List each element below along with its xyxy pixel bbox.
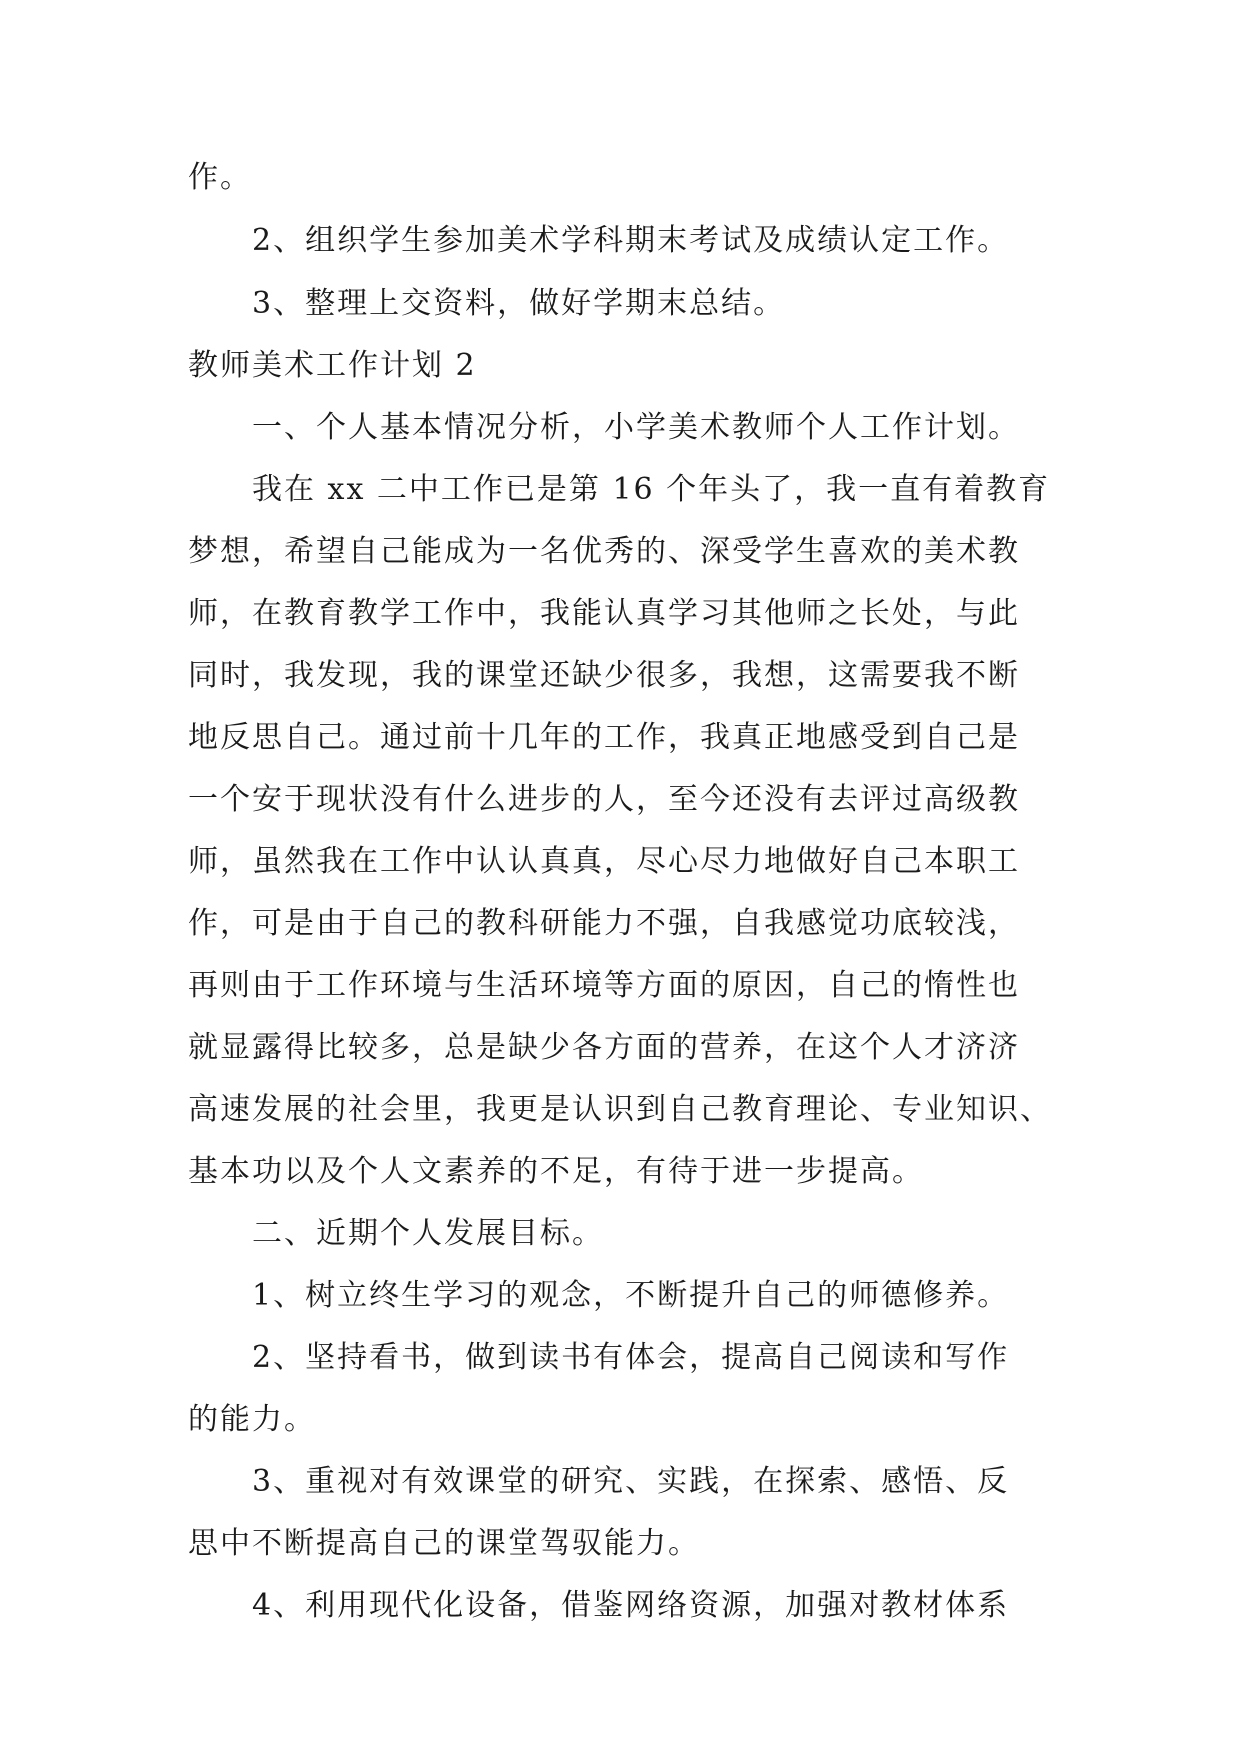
- paragraph-line: 作。: [188, 160, 252, 195]
- paragraph-line: 思中不断提高自己的课堂驾驭能力。: [188, 1526, 700, 1561]
- paragraph-line: 再则由于工作环境与生活环境等方面的原因，自己的惰性也: [188, 968, 1020, 1003]
- paragraph-line: 师，虽然我在工作中认认真真，尽心尽力地做好自己本职工: [188, 844, 1020, 879]
- list-item: 2、坚持看书，做到读书有体会，提高自己阅读和写作: [252, 1340, 1010, 1375]
- paragraph-line: 的能力。: [188, 1402, 316, 1437]
- paragraph-line: 师，在教育教学工作中，我能认真学习其他师之长处，与此: [188, 596, 1020, 631]
- paragraph-line: 就显露得比较多，总是缺少各方面的营养，在这个人才济济: [188, 1030, 1020, 1065]
- section-heading: 一、个人基本情况分析，小学美术教师个人工作计划。: [252, 410, 1020, 445]
- paragraph-line: 一个安于现状没有什么进步的人，至今还没有去评过高级教: [188, 782, 1020, 817]
- paragraph-line: 作，可是由于自己的教科研能力不强，自我感觉功底较浅，: [188, 906, 1020, 941]
- list-item: 4、利用现代化设备，借鉴网络资源，加强对教材体系: [252, 1588, 1010, 1623]
- paragraph-line: 我在 xx 二中工作已是第 16 个年头了，我一直有着教育: [252, 472, 1051, 507]
- list-item: 3、重视对有效课堂的研究、实践，在探索、感悟、反: [252, 1464, 1010, 1499]
- section-title: 教师美术工作计划 2: [188, 348, 477, 383]
- paragraph-line: 高速发展的社会里，我更是认识到自己教育理论、专业知识、: [188, 1092, 1052, 1127]
- paragraph-line: 地反思自己。通过前十几年的工作，我真正地感受到自己是: [188, 720, 1020, 755]
- section-heading: 二、近期个人发展目标。: [252, 1216, 604, 1251]
- list-item: 3、整理上交资料，做好学期末总结。: [252, 286, 786, 321]
- paragraph-line: 基本功以及个人文素养的不足，有待于进一步提高。: [188, 1154, 924, 1189]
- paragraph-line: 同时，我发现，我的课堂还缺少很多，我想，这需要我不断: [188, 658, 1020, 693]
- list-item: 2、组织学生参加美术学科期末考试及成绩认定工作。: [252, 223, 1010, 258]
- list-item: 1、树立终生学习的观念，不断提升自己的师德修养。: [252, 1278, 1010, 1313]
- paragraph-line: 梦想，希望自己能成为一名优秀的、深受学生喜欢的美术教: [188, 534, 1020, 569]
